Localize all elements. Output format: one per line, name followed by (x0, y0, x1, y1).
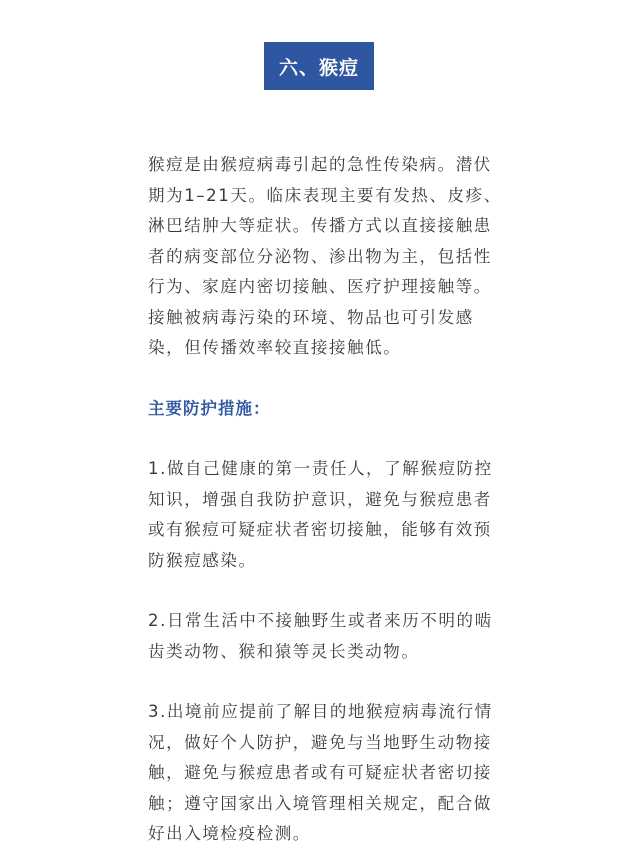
measure-item: 1.做自己健康的第一责任人，了解猴痘防控知识，增强自我防护意识，避免与猴痘患者或有猴痘可疑症状者密切接触，能够有效预防猴痘感染。 (148, 459, 493, 570)
section-title: 六、猴痘 (264, 42, 374, 90)
measure-item: 2.日常生活中不接触野生或者来历不明的啮齿类动物、猴和猿等灵长类动物。 (148, 611, 493, 661)
measure-item: 3.出境前应提前了解目的地猴痘病毒流行情况，做好个人防护，避免与当地野生动物接触，避免与猴痘患者或有可疑症状者密切接触；遵守国家出入境管理相关规定，配合做好出入境检疫检测。 (148, 702, 493, 843)
measures-heading: 主要防护措施： (148, 398, 271, 418)
spacer (148, 364, 508, 394)
article-body (148, 150, 508, 850)
spacer (148, 667, 508, 697)
spacer (148, 424, 508, 454)
intro-paragraph: 猴痘是由猴痘病毒引起的急性传染病。潜伏期为1–21天。临床表现主要有发热、皮疹、淋巴结肿大等症状。传播方式以直接接触患者的病变部位分泌物、渗出物为主，包括性行为、家庭内密切接触、医疗护理接触等。接触被病毒污染的环境、物品也可引发感染，但传播效率较直接接触低。 (148, 155, 502, 357)
spacer (148, 576, 508, 606)
